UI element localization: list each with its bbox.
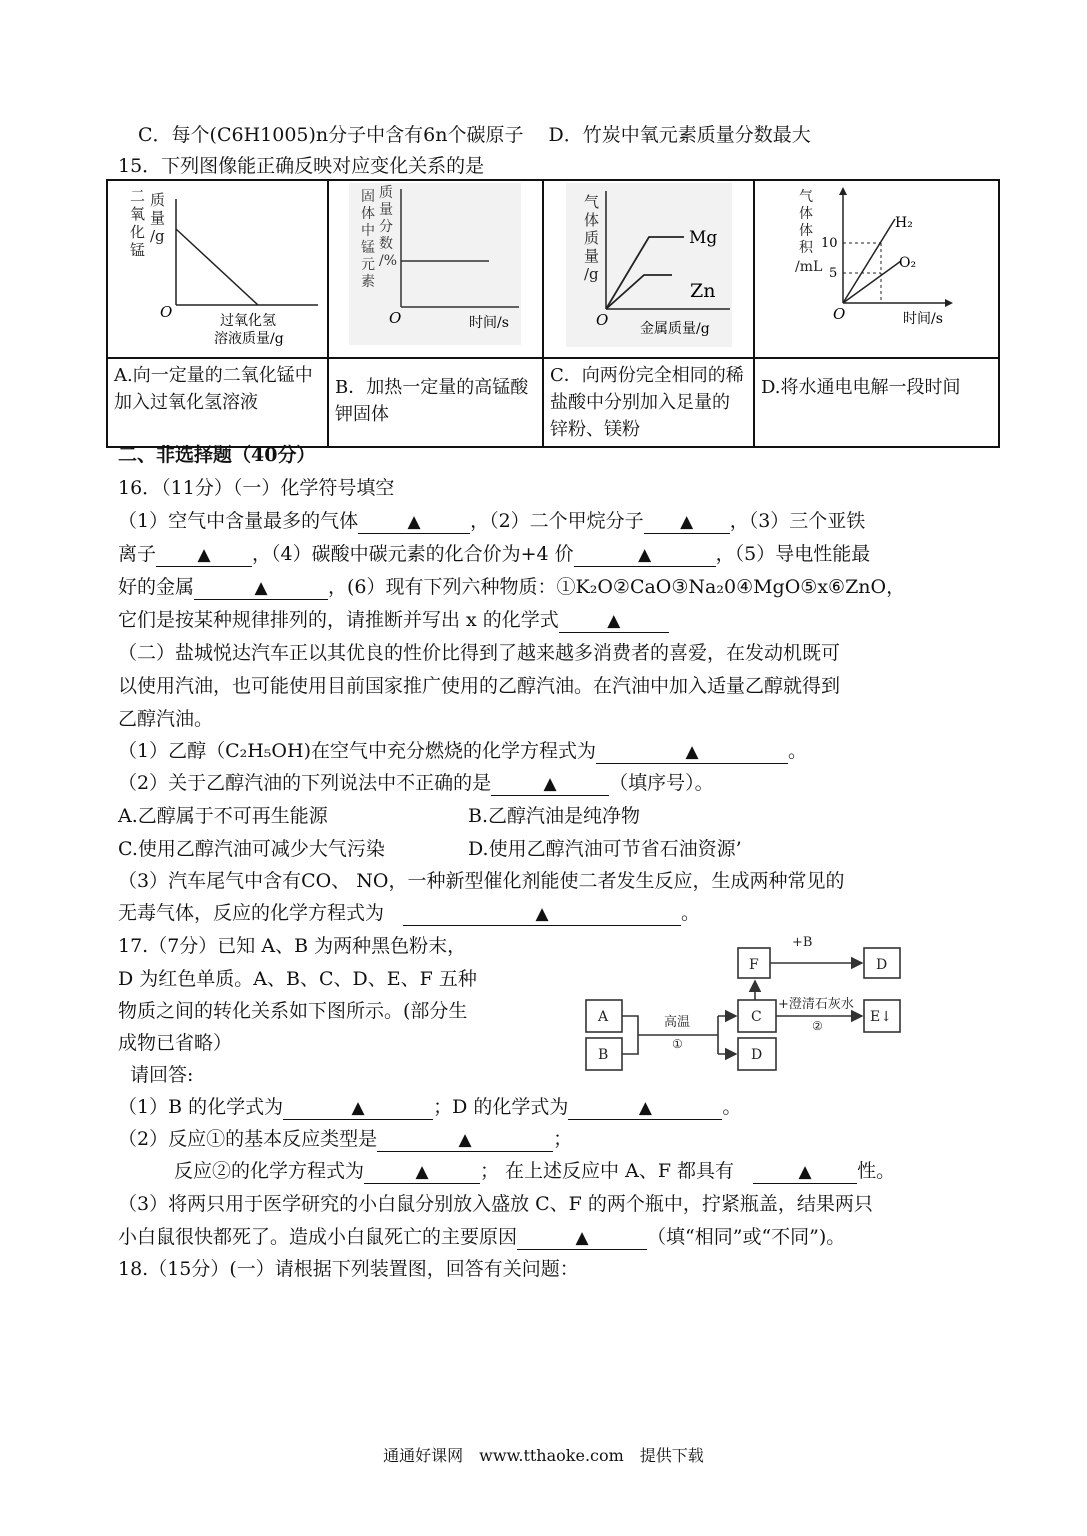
q17-ans4-line2: 小白鼠很快都死了。造成小白鼠死亡的主要原因 ▲ （填“相同”或“不同”)。: [118, 1226, 846, 1248]
blank: ▲: [194, 577, 328, 600]
graph-a-ylabel: 二 氧 化 锰: [130, 187, 146, 259]
q17-line2: D 为红色单质。A、B、C、D、E、F 五种: [118, 968, 477, 990]
blank: ▲: [377, 1129, 553, 1152]
graph-a-xlabel1: 过氧化氢: [220, 313, 276, 329]
graph-a-ylabel2: 质 量 /g: [150, 191, 166, 245]
blank: ▲: [364, 1161, 480, 1184]
q16-sub2: （2）关于乙醇汽油的下列说法中不正确的是 ▲ （填序号）。: [118, 772, 714, 794]
blank: ▲: [568, 1097, 722, 1120]
q16-sub3-line1: （3）汽车尾气中含有CO、 NO，一种新型催化剂能使二者发生反应，生成两种常见的: [118, 870, 845, 892]
q15-title: 15．下列图像能正确反映对应变化关系的是: [118, 155, 485, 177]
blank: ▲: [358, 511, 470, 534]
caption-b-cell: [328, 358, 543, 447]
node-f-label: F: [749, 957, 759, 973]
blank: ▲: [596, 741, 788, 764]
q16-line2: 离子 ▲ ，（4）碳酸中碳元素的化合价为+4 价 ▲ ，（5）导电性能最: [118, 543, 871, 565]
q17-line3: 物质之间的转化关系如下图所示。(部分生: [118, 1000, 468, 1022]
node-d2-label: D: [751, 1047, 763, 1063]
q15-table: [106, 179, 1000, 448]
graph-a-xlabel2: 溶液质量/g: [214, 331, 284, 347]
graph-a-origin: O: [160, 303, 173, 321]
q16-opt-a: A.乙醇属于不可再生能源: [118, 805, 328, 827]
graph-b-cell: [328, 180, 543, 358]
graph-d-xlabel: 时间/s: [903, 311, 943, 327]
page-footer: 通通好课网 www.tthaoke.com 提供下载: [383, 1446, 704, 1465]
caption-d: D.将水通电电解一段时间: [761, 377, 961, 398]
q17-ans1: （1）B 的化学式为 ▲ ；D 的化学式为 ▲ 。: [118, 1096, 742, 1118]
graph-d-line-h2: [843, 219, 895, 303]
label-plus-b: +B: [792, 935, 813, 950]
graph-c-origin: O: [596, 311, 609, 329]
q16-para2-line3: 乙醇汽油。: [118, 708, 214, 730]
graph-b: [329, 181, 542, 352]
caption-a-cell: [107, 358, 328, 447]
section2-title: 二、非选择题（40分）: [118, 444, 316, 466]
graph-d-cell: [754, 180, 999, 358]
q16-sub1: （1）乙醇（C₂H₅OH)在空气中充分燃烧的化学方程式为 ▲ 。: [118, 740, 808, 762]
node-e-label: E↓: [870, 1009, 892, 1025]
graph-d-line-o2: [843, 261, 901, 303]
q17-ans4-line1: （3）将两只用于医学研究的小白鼠分别放入盛放 C、F 的两个瓶中，拧紧瓶盖，结果两只: [118, 1193, 873, 1215]
option-line-c: C．每个(C6H1005)n分子中含有6n个碳原子 D．竹炭中氧元素质量分数最大: [138, 124, 811, 146]
graph-d-tick-5: 5: [829, 266, 838, 281]
q17-flow-diagram: [580, 928, 910, 1078]
q17-ask: 请回答:: [130, 1064, 194, 1086]
blank: ▲: [644, 511, 730, 534]
graph-b-xlabel: 时间/s: [469, 315, 509, 331]
blank: ▲: [517, 1227, 647, 1250]
blank: ▲: [283, 1097, 433, 1120]
q16-para2-line2: 以使用汽油，也可能使用目前国家推广使用的乙醇汽油。在汽油中加入适量乙醇就得到: [118, 675, 841, 697]
graph-c-cell: [543, 180, 754, 358]
node-c-label: C: [751, 1009, 762, 1025]
label-lime: +澄清石灰水: [778, 997, 854, 1012]
graph-c-series-zn: Zn: [690, 280, 716, 302]
q16-para2-line1: （二）盐城悦达汽车正以其优良的性价比得到了越来越多消费者的喜爱，在发动机既可: [118, 642, 841, 664]
q16-line1: （1）空气中含量最多的气体 ▲ ，（2）二个甲烷分子 ▲ ，（3）三个亚铁: [118, 510, 866, 532]
caption-b: B．加热一定量的高锰酸钾固体: [335, 377, 529, 425]
q16-line3: 好的金属 ▲ ，(6）现有下列六种物质：①K₂O②CaO③Na₂0④MgO⑤x⑥ZnO，: [118, 576, 906, 598]
q16-sub3-line2: 无毒气体，反应的化学方程式为 ▲ 。: [118, 902, 701, 924]
label-gaowen: 高温: [664, 1015, 691, 1030]
blank: ▲: [403, 903, 681, 926]
node-b-label: B: [598, 1047, 609, 1063]
graph-d-ylabel: 气 体 体 积 /mL: [795, 189, 823, 275]
q18-head: 18.（15分）(一）请根据下列装置图，回答有关问题：: [118, 1258, 579, 1280]
graph-a-line: [176, 229, 258, 305]
q17-ans3: 反应②的化学方程式为 ▲ ； 在上述反应中 A、F 都具有 ▲ 性。: [174, 1160, 896, 1182]
blank: ▲: [491, 773, 609, 796]
graph-d-series-h2: H₂: [895, 215, 913, 231]
blank: ▲: [574, 544, 716, 567]
blank: ▲: [156, 544, 252, 567]
q16-opt-d: D.使用乙醇汽油可节省石油资源’: [468, 838, 742, 860]
graph-d-origin: O: [833, 305, 846, 323]
graph-c-series-mg: Mg: [689, 228, 718, 248]
caption-c-cell: [543, 358, 754, 447]
graph-b-ylabel2: 质 量 分 数 /%: [379, 185, 398, 269]
graph-c-xlabel: 金属质量/g: [640, 321, 710, 337]
node-d1-label: D: [876, 957, 888, 973]
caption-a: A.向一定量的二氧化锰中加入过氧化氢溶液: [114, 365, 313, 413]
caption-d-cell: [754, 358, 999, 447]
label-r2: ②: [812, 1019, 823, 1033]
graph-b-origin: O: [389, 309, 402, 327]
q17-line4: 成物已省略）: [118, 1032, 233, 1054]
q16-opt-b: B.乙醇汽油是纯净物: [468, 805, 641, 827]
blank: ▲: [753, 1161, 857, 1184]
graph-d-tick-10: 10: [821, 236, 838, 251]
q16-line4: 它们是按某种规律排列的，请推断并写出 x 的化学式 ▲: [118, 607, 669, 633]
blank: ▲: [559, 610, 669, 633]
graph-d: [755, 181, 998, 352]
q17-line1: 17.（7分）已知 A、B 为两种黑色粉末，: [118, 935, 467, 957]
graph-c-ylabel: 气 体 质 量 /g: [584, 193, 600, 283]
graph-a: [108, 181, 327, 352]
graph-b-ylabel: 固 体 中 锰 元 素: [361, 189, 375, 290]
node-a-label: A: [598, 1009, 609, 1025]
q16-head: 16．（11分）（一）化学符号填空: [118, 477, 395, 499]
caption-c: C．向两份完全相同的稀盐酸中分别加入足量的锌粉、镁粉: [550, 365, 744, 440]
graph-d-series-o2: O₂: [899, 255, 917, 271]
graph-c: [544, 181, 753, 352]
q17-ans2: （2）反应①的基本反应类型是 ▲ ；: [118, 1128, 573, 1150]
label-r1: ①: [672, 1037, 683, 1051]
graph-a-cell: [107, 180, 328, 358]
q16-opt-c: C.使用乙醇汽油可减少大气污染: [118, 838, 385, 860]
